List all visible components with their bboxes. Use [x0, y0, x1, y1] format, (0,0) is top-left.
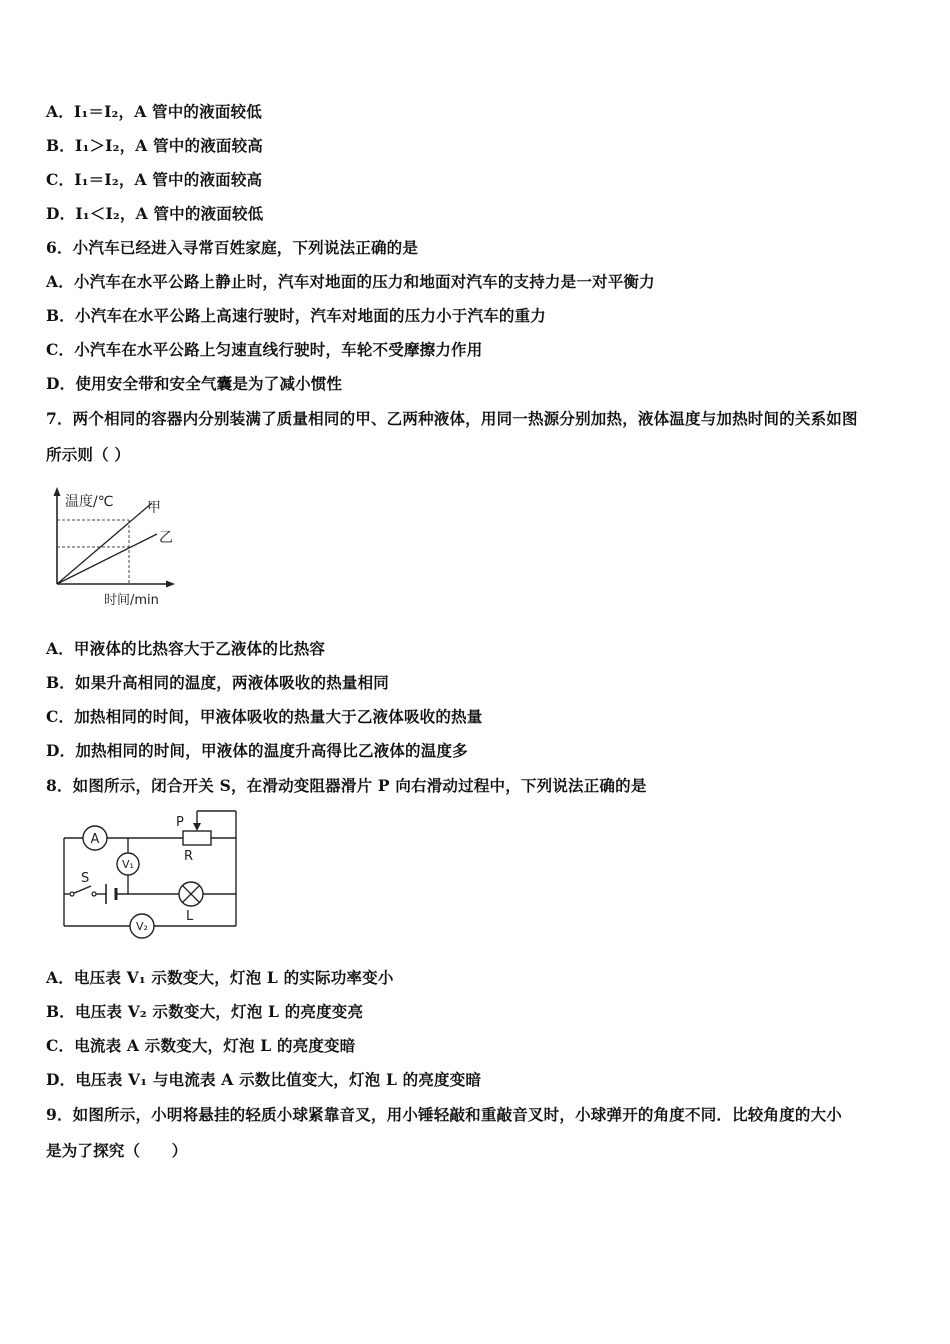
- switch-label: S: [81, 871, 90, 886]
- q8-option-b: B．电压表 V₂ 示数变大，灯泡 L 的亮度变亮: [46, 1002, 364, 1021]
- series-jia-label: 甲: [147, 500, 161, 516]
- circuit-svg: [58, 808, 248, 943]
- x-axis-arrow-icon: [166, 581, 175, 588]
- q6-option-b: B．小汽车在水平公路上高速行驶时，汽车对地面的压力小于汽车的重力: [46, 306, 547, 325]
- y-axis-arrow-icon: [54, 487, 61, 496]
- q8-stem: 8．如图所示，闭合开关 S，在滑动变阻器滑片 P 向右滑动过程中，下列说法正确的是: [46, 776, 647, 795]
- rheostat-icon: [183, 831, 211, 845]
- graph-svg: [44, 484, 184, 609]
- q7-stem-line2: 所示则（ ）: [46, 445, 131, 464]
- q7-option-d: D．加热相同的时间，甲液体的温度升高得比乙液体的温度多: [46, 741, 468, 760]
- q6-option-d: D．使用安全带和安全气囊是为了减小惯性: [46, 374, 343, 393]
- q7-option-a: A．甲液体的比热容大于乙液体的比热容: [46, 639, 326, 658]
- switch-contact-left: [70, 892, 74, 896]
- q5-option-b: B．I₁＞I₂，A 管中的液面较高: [46, 136, 264, 155]
- q7-option-b: B．如果升高相同的温度，两液体吸收的热量相同: [46, 673, 390, 692]
- q6-option-a: A．小汽车在水平公路上静止时，汽车对地面的压力和地面对汽车的支持力是一对平衡力: [46, 272, 655, 291]
- q6-option-c: C．小汽车在水平公路上匀速直线行驶时，车轮不受摩擦力作用: [46, 340, 483, 359]
- temperature-time-graph: [44, 484, 184, 609]
- slider-arrow-icon: [193, 823, 201, 831]
- voltmeter-v1-label: V₁: [122, 858, 134, 871]
- series-yi-label: 乙: [159, 530, 173, 546]
- q8-option-d: D．电压表 V₁ 与电流表 A 示数比值变大，灯泡 L 的亮度变暗: [46, 1070, 482, 1089]
- q7-option-c: C．加热相同的时间，甲液体吸收的热量大于乙液体吸收的热量: [46, 707, 483, 726]
- q6-stem: 6．小汽车已经进入寻常百姓家庭，下列说法正确的是: [46, 238, 419, 257]
- circuit-diagram: [58, 808, 248, 943]
- q7-stem-line1: 7．两个相同的容器内分别装满了质量相同的甲、乙两种液体，用同一热源分别加热，液体温度与加热时间的关系如图: [46, 409, 858, 428]
- switch-contact-right: [92, 892, 96, 896]
- q5-option-d: D．I₁＜I₂，A 管中的液面较低: [46, 204, 264, 223]
- q8-option-c: C．电流表 A 示数变大，灯泡 L 的亮度变暗: [46, 1036, 356, 1055]
- q9-stem-line1: 9．如图所示，小明将悬挂的轻质小球紧靠音叉，用小锤轻敲和重敲音叉时，小球弹开的角度不同．比较角度的大小: [46, 1105, 842, 1124]
- q5-option-c: C．I₁＝I₂，A 管中的液面较高: [46, 170, 263, 189]
- rheostat-label: R: [184, 849, 194, 864]
- y-axis-label: 温度/℃: [65, 494, 114, 510]
- q8-option-a: A．电压表 V₁ 示数变大，灯泡 L 的实际功率变小: [46, 968, 394, 987]
- q5-option-a: A．I₁＝I₂，A 管中的液面较低: [46, 102, 262, 121]
- voltmeter-v2-label: V₂: [136, 920, 148, 933]
- ammeter-label: A: [90, 832, 100, 847]
- q9-stem-line2: 是为了探究（ ）: [46, 1141, 188, 1160]
- slider-label: P: [176, 815, 184, 830]
- lamp-label: L: [186, 909, 194, 924]
- x-axis-label: 时间/min: [104, 593, 159, 608]
